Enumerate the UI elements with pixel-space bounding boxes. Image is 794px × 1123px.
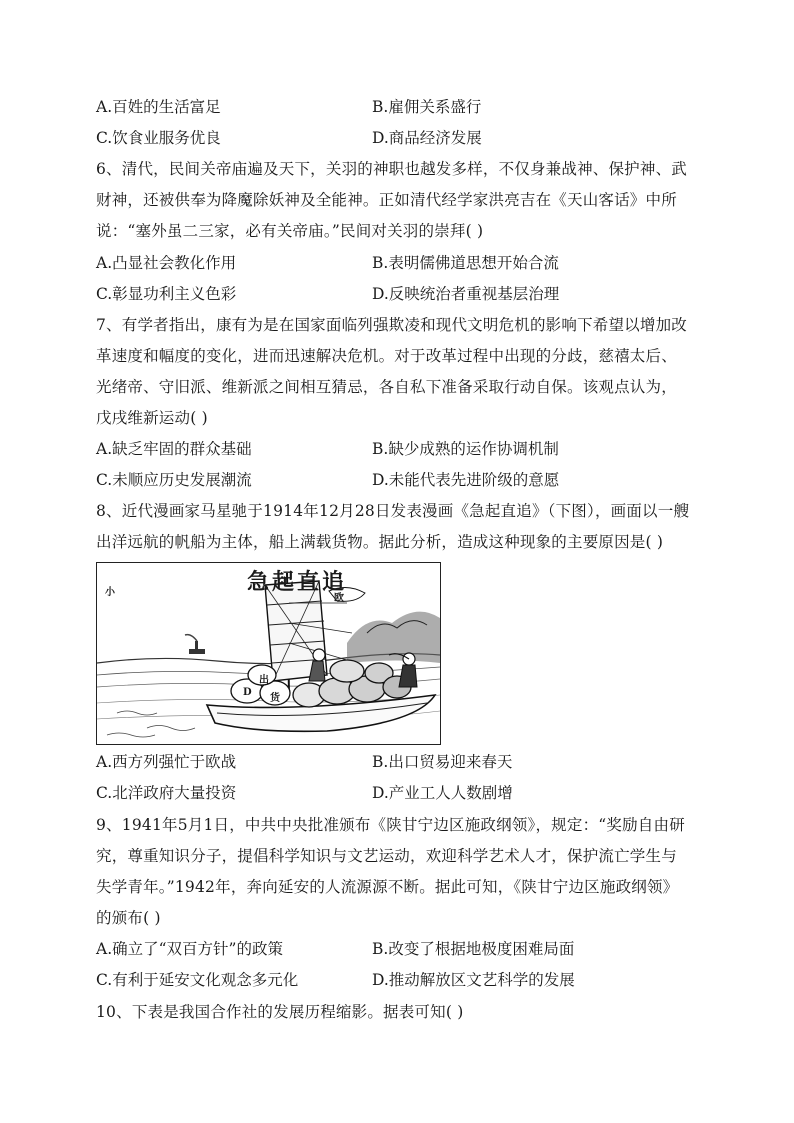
q9-option-d: D.推动解放区文艺科学的发展	[372, 971, 575, 989]
q5-option-c: C.饮食业服务优良	[96, 129, 221, 147]
q7-option-d: D.未能代表先进阶级的意愿	[372, 471, 560, 489]
q8-stem-line: 8、近代漫画家马星驰于1914年12月28日发表漫画《急起直追》（下图），画面以一艘	[96, 502, 690, 520]
cartoon-title: 急起直追	[247, 569, 348, 595]
q8-option-b: B.出口贸易迎来春天	[372, 753, 513, 771]
q9-stem-line: 究，尊重知识分子，提倡科学知识与文艺运动，欢迎科学艺术人才，保护流亡学生与	[96, 847, 677, 865]
cartoon-cargo-label: 出	[259, 675, 269, 686]
q6-stem-line: 说：“塞外虽二三家，必有关帝庙。”民间对关羽的崇拜( )	[96, 222, 484, 240]
q9-stem-line: 失学青年。”1942年，奔向延安的人流源源不断。据此可知，《陕甘宁边区施政纲领》	[96, 878, 679, 896]
q6-option-c: C.彰显功利主义色彩	[96, 285, 237, 303]
cartoon-cargo-label: 货	[270, 693, 280, 704]
cartoon-sail-text: 欧	[334, 593, 344, 604]
q5-option-a: A.百姓的生活富足	[96, 98, 221, 116]
cartoon-cargo-label: D	[243, 687, 252, 698]
q7-stem-line: 光绪帝、守旧派、维新派之间相互猜忌，各自私下准备采取行动自保。该观点认为，	[96, 378, 677, 396]
q5-option-d: D.商品经济发展	[372, 129, 482, 147]
q7-stem-line: 7、有学者指出，康有为是在国家面临列强欺凌和现代文明危机的影响下希望以增加改	[96, 316, 687, 334]
q7-option-a: A.缺乏牢固的群众基础	[96, 440, 252, 458]
q7-option-c: C.未顺应历史发展潮流	[96, 471, 252, 489]
q10-stem-line: 10、下表是我国合作社的发展历程缩影。据表可知( )	[96, 1003, 464, 1021]
q8-option-a: A.西方列强忙于欧战	[96, 753, 237, 771]
q6-option-a: A.凸显社会教化作用	[96, 254, 237, 272]
q9-option-c: C.有利于延安文化观念多元化	[96, 971, 299, 989]
q9-option-b: B.改变了根据地极度困难局面	[372, 940, 575, 958]
q5-option-b: B.雇佣关系盛行	[372, 98, 482, 116]
q7-option-b: B.缺少成熟的运作协调机制	[372, 440, 559, 458]
q9-option-a: A.确立了“双百方针”的政策	[96, 940, 283, 958]
q6-option-b: B.表明儒佛道思想开始合流	[372, 254, 559, 272]
q6-option-d: D.反映统治者重视基层治理	[372, 285, 560, 303]
q8-option-d: D.产业工人人数剧增	[372, 784, 513, 802]
q8-option-c: C.北洋政府大量投资	[96, 784, 237, 802]
cartoon-image	[96, 562, 441, 745]
q7-stem-line: 革速度和幅度的变化，进而迅速解决危机。对于改革过程中出现的分歧，慈禧太后、	[96, 347, 677, 365]
q6-stem-line: 财神，还被供奉为降魔除妖神及全能神。正如清代经学家洪亮吉在《天山客话》中所	[96, 191, 677, 209]
q6-stem-line: 6、清代，民间关帝庙遍及天下，关羽的神职也越发多样，不仅身兼战神、保护神、武	[96, 160, 687, 178]
q9-stem-line: 的颁布( )	[96, 909, 161, 927]
q7-stem-line: 戊戌维新运动( )	[96, 409, 208, 427]
q9-stem-line: 9、1941年5月1日，中共中央批准颁布《陕甘宁边区施政纲领》，规定：“奖励自由研	[96, 816, 685, 834]
cartoon-author: 小	[105, 587, 115, 598]
q8-stem-line: 出洋远航的帆船为主体，船上满载货物。据此分析，造成这种现象的主要原因是( )	[96, 533, 664, 551]
